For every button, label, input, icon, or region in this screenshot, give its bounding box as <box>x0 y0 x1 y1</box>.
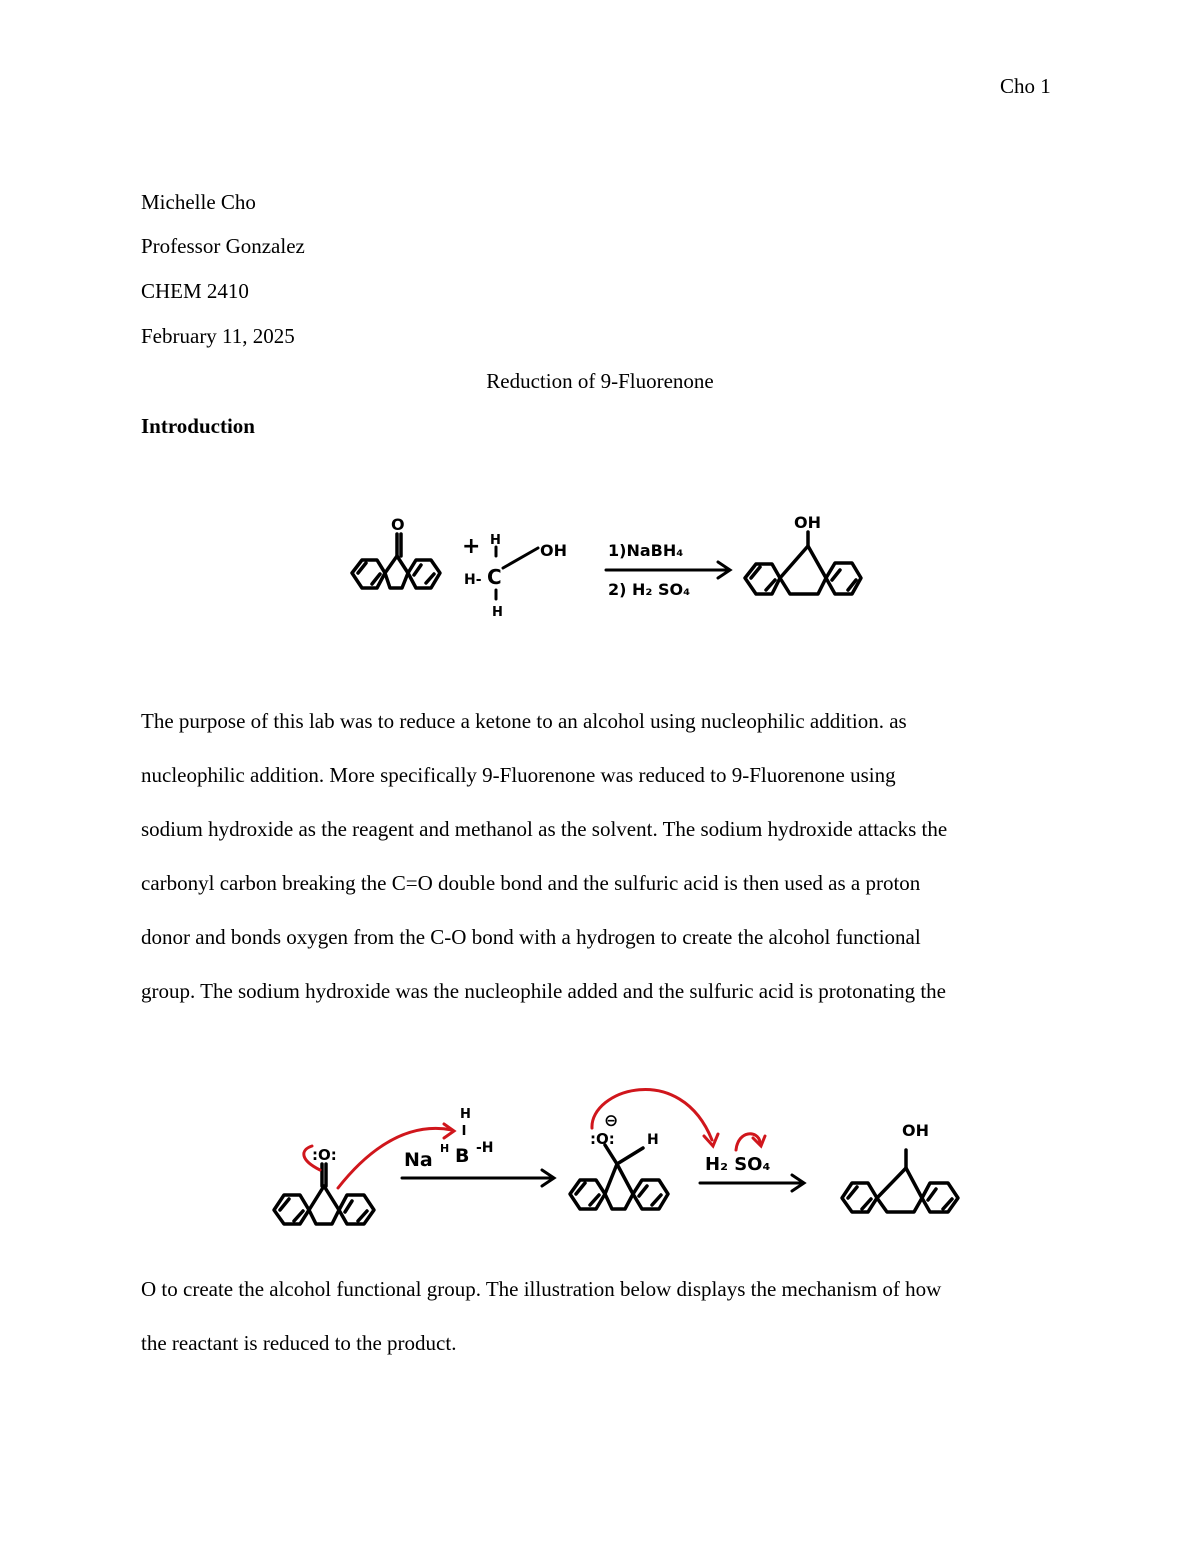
borohydride-h-sup: H <box>440 1142 450 1155</box>
fluorenone-structure <box>352 534 440 588</box>
negative-charge: ⊖ <box>604 1111 619 1131</box>
mechanism-arrow-2 <box>700 1175 804 1191</box>
methanol-h-top: H <box>490 533 501 548</box>
course-name: CHEM 2410 <box>141 279 249 303</box>
mechanism-scheme <box>0 1070 1200 1240</box>
intermediate-hydrogen: H <box>647 1132 659 1148</box>
methanol-carbon: C <box>487 565 502 589</box>
sodium-label: Na <box>404 1149 433 1171</box>
reaction-arrow-1 <box>606 562 730 578</box>
borohydride-h-top: H <box>460 1107 471 1122</box>
instructor-name: Professor Gonzalez <box>141 234 305 258</box>
document-date: February 11, 2025 <box>141 324 295 348</box>
reagent-step-1: 1)NaBH₄ <box>608 541 684 560</box>
fluorenol-oh: OH <box>794 513 821 532</box>
paragraph-line: The purpose of this lab was to reduce a ketone to an alcohol using nucleophilic addition. as <box>141 709 907 733</box>
paragraph-line: the reactant is reduced to the product. <box>141 1331 457 1355</box>
reaction-scheme-1 <box>0 505 1200 645</box>
section-heading: Introduction <box>141 414 255 438</box>
ketone-oxygen: :O: <box>312 1146 337 1164</box>
plus-sign: + <box>462 534 481 559</box>
running-head: Cho 1 <box>1000 74 1051 98</box>
methanol-h-bottom: H <box>492 605 503 620</box>
paragraph-line: O to create the alcohol functional group. The illustration below displays the mechanism of how <box>141 1277 942 1301</box>
ketone-structure <box>274 1164 374 1224</box>
paragraph-line: nucleophilic addition. More specifically 9-Fluorenone was reduced to 9-Fluorenone using <box>141 763 896 787</box>
paragraph-line: sodium hydroxide as the reagent and methanol as the solvent. The sodium hydroxide attacks the <box>141 817 948 841</box>
sulfuric-acid-label: H₂ SO₄ <box>705 1154 771 1175</box>
paragraph-line: donor and bonds oxygen from the C-O bond with a hydrogen to create the alcohol functional <box>141 925 921 949</box>
fluorenol-structure <box>745 532 861 594</box>
paragraph-line: carbonyl carbon breaking the C=O double bond and the sulfuric acid is then used as a proton <box>141 871 921 895</box>
alkoxide-oxygen: :O: <box>590 1130 615 1148</box>
methanol-h-left: H- <box>464 572 482 588</box>
methanol-oh: OH <box>540 541 567 560</box>
borohydride-h-right: -H <box>476 1140 494 1156</box>
page-title: Reduction of 9-Fluorenone <box>486 369 714 393</box>
boron-label: B <box>455 1145 470 1167</box>
author-name: Michelle Cho <box>141 190 256 214</box>
methanol-bonds <box>496 547 538 599</box>
fluorenone-oxygen: O <box>391 515 405 534</box>
mechanism-arrow-1 <box>402 1170 554 1186</box>
product-structure <box>842 1150 958 1212</box>
alkoxide-structure <box>570 1145 668 1209</box>
reagent-step-2: 2) H₂ SO₄ <box>608 580 691 599</box>
product-oh: OH <box>902 1121 929 1140</box>
paragraph-line: group. The sodium hydroxide was the nucleophile added and the sulfuric acid is protonating the <box>141 979 947 1003</box>
